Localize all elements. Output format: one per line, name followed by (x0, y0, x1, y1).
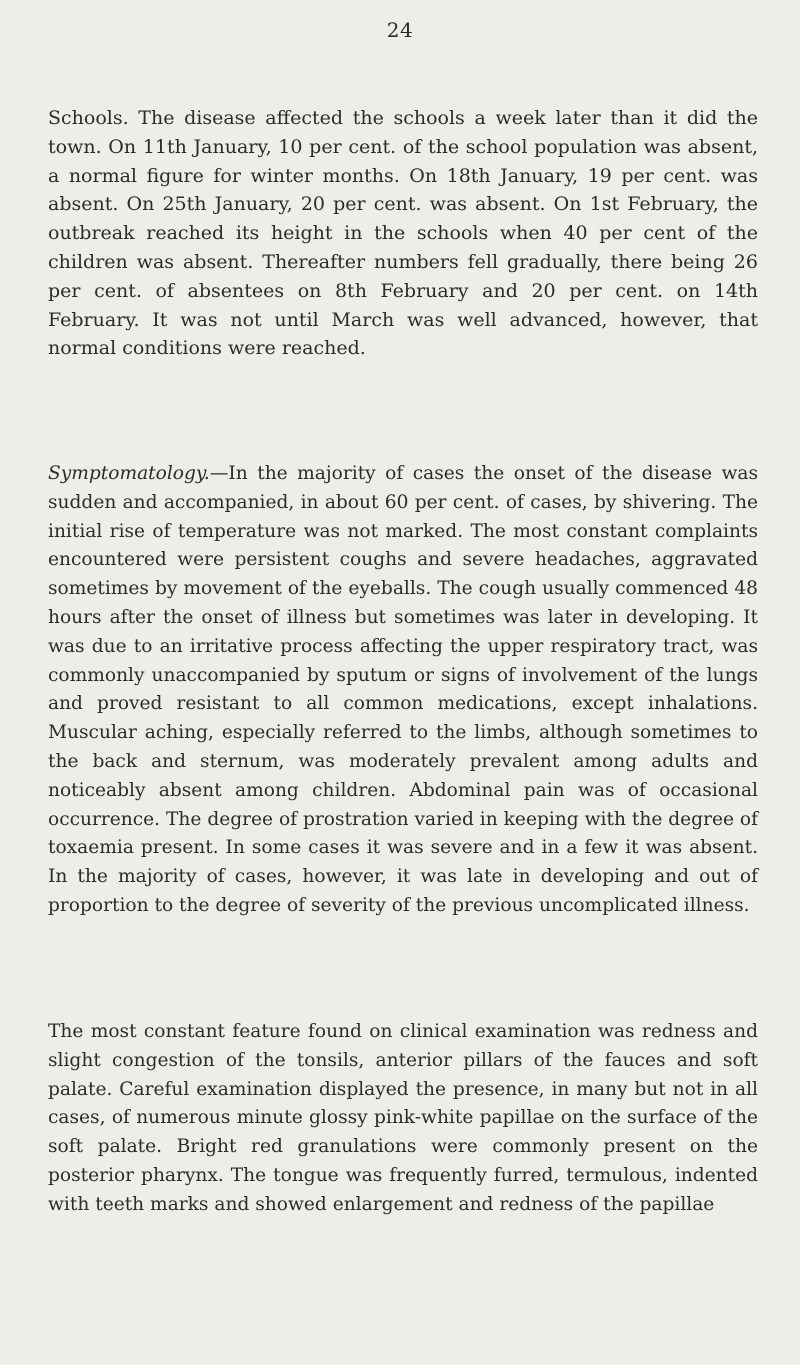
paragraph-schools: Schools. The disease affected the schools a week later than it did the town. On 11th January, 10 per cent. of the school population was absent, a normal figure for winter months. On 18th January, 19 per cent. was absent. On 25th January, 20 per cent. was absent. On 1st February, the outbreak reached its height in the schools when 40 per cent of the children was absent. Thereafter numbers fell gradually, there being 26 per cent. of absentees on 8th February and 20 per cent. on 14th February. It was not until March was well advanced, however, that normal conditions were reached. (48, 107, 758, 360)
paragraph-clinical-examination: The most constant feature found on clinical examination was redness and slight congestion of the tonsils, anterior pillars of the fauces and soft palate. Careful examination displayed the presence, in many but not in all cases, of numerous minute glossy pink-white papillae on the surface of the soft palate. Bright red granulations were commonly present on the posterior pharynx. The tongue was frequently furred, termulous, indented with teeth marks and showed enlargement and redness of the papillae (48, 1021, 758, 1215)
page-number: 24 (386, 18, 414, 42)
paragraph-symptomatology (48, 460, 758, 921)
symptomatology-body: —In the majority of cases the onset of the disease was sudden and accompanied, in about 60 per cent. of cases, by shivering. The initial rise of temperature was not marked. The most constant complaints encountered were persistent coughs and severe headaches, aggravated sometimes by movement of the eyeballs. The cough usually commenced 48 hours after the onset of illness but sometimes was later in developing. It was due to an irritative process affecting the upper respiratory tract, was commonly unaccompanied by sputum or signs of involvement of the lungs and proved resistant to all common medications, except inhalations. Muscular aching, especially referred to the limbs, although sometimes to the back and sternum, was moderately prevalent among adults and noticeably absent among children. Abdominal pain was of occasional occurrence. The degree of prostration varied in keeping with the degree of toxaemia present. In some cases it was severe and in a few it was absent. In the majority of cases, however, it was late in developing and out of proportion to the degree of severity of the previous uncomplicated illness. (48, 463, 758, 916)
symptomatology-heading: Symptomatology. (48, 463, 210, 484)
